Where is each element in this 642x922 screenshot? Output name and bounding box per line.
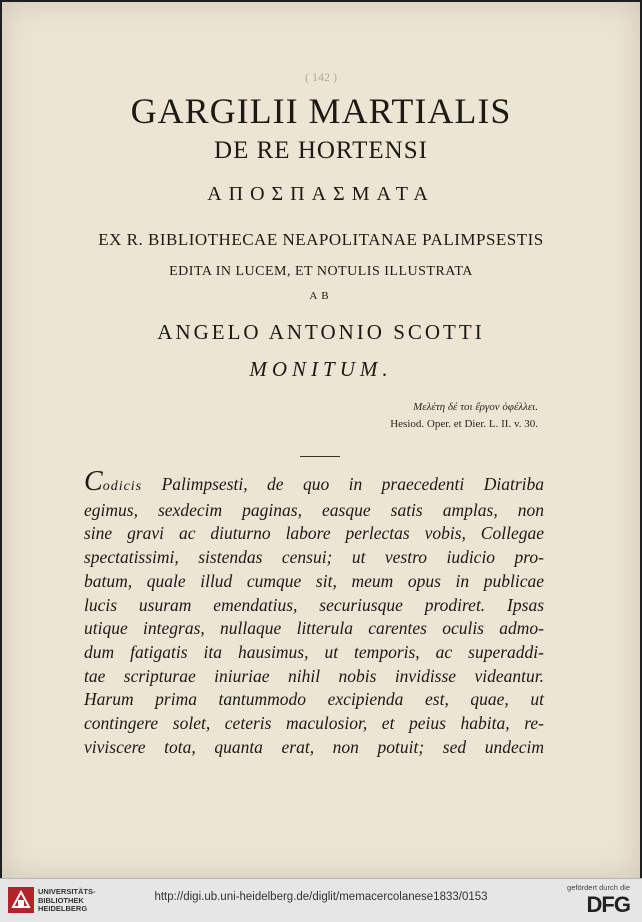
library-name: UNIVERSITÄTS- BIBLIOTHEK HEIDELBERG (38, 887, 96, 913)
title-ab: AB (309, 290, 333, 302)
body-line: contingere solet, ceteris maculosior, et peius habita, re- (84, 713, 544, 734)
body-line: tae scripturae iniuriae nihil nobis invidisse videantur. (84, 665, 544, 686)
title-author: GARGILII MARTIALIS (130, 91, 512, 131)
body-line: spectatissimi, sistendas censui; ut vestro iudicio pro- (84, 547, 544, 568)
title-edition: EDITA IN LUCEM, ET NOTULIS ILLUSTRATA (169, 264, 473, 279)
drop-cap: C (84, 466, 103, 497)
section-heading: MONITUM. (249, 357, 393, 381)
body-line: dum fatigatis ita hausimus, ut temporis, ac superaddi- (84, 641, 544, 662)
viewer-footer (0, 878, 642, 922)
body-line: utique integras, nullaque litterula carentes oculis admo- (84, 618, 544, 639)
divider (300, 456, 340, 457)
body-line: batum, quale illud cumque sit, meum opus in publicae (84, 570, 544, 591)
epigraph-source: Hesiod. Oper. et Dier. L. II. v. 30. (390, 418, 538, 430)
page-number: ( 142 ) (305, 70, 337, 84)
small-caps-word: odicis (102, 479, 143, 494)
epigraph (390, 399, 538, 433)
body-line: sine gravi ac diuturno labore perlectas vobis, Collegae (84, 523, 544, 544)
body-text (84, 466, 544, 759)
scanned-page (2, 2, 640, 878)
body-line: lucis usuram emendatius, securiusque prodiret. Ipsas (84, 594, 544, 615)
permalink-url[interactable]: http://digi.ub.uni-heidelberg.de/diglit/memacercolanese1833/0153 (154, 891, 488, 903)
body-line: egimus, sexdecim paginas, easque satis amplas, non (84, 499, 544, 520)
funding-caption: gefördert durch die (567, 883, 630, 892)
body-line: Harum prima tantummodo excipienda est, quae, ut (84, 689, 544, 710)
title-editor: ANGELO ANTONIO SCOTTI (157, 320, 485, 344)
epigraph-quote: Μελέτη δέ τοι ἔργον ὀφέλλει. (413, 401, 538, 413)
dfg-logo-icon: DFG (586, 892, 630, 917)
body-line: Codicis Palimpsesti, de quo in praecedenti Diatriba (84, 466, 544, 497)
title-greek: ΑΠΟΣΠΑΣΜΑΤΑ (207, 183, 435, 205)
title-work: DE RE HORTENSI (214, 137, 428, 164)
title-source: EX R. BIBLIOTHECAE NEAPOLITANAE PALIMPSESTIS (98, 230, 544, 249)
body-line: viviscere tota, quanta erat, non potuit; sed undecim (84, 736, 544, 757)
